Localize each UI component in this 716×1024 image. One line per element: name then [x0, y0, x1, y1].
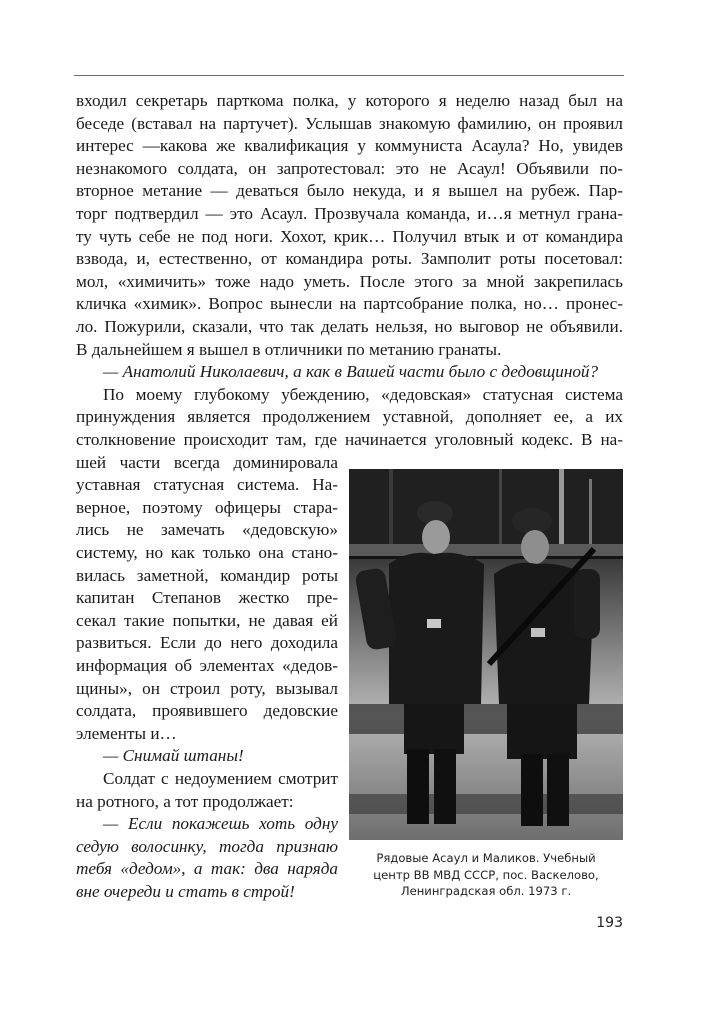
text-line: интерес —какова же квалификация у коммуниста Асаула? Но, увидев: [76, 136, 623, 156]
text-line: шей части всегда доминировала: [76, 452, 338, 472]
text-line: взвода, и, естественно, от командира роты. Замполит роты посетовал:: [76, 249, 623, 269]
header-rule: [74, 75, 624, 76]
text-line: незнакомого солдата, он запротестовал: это не Асаул! Объявили по-: [76, 158, 623, 178]
text-line: ту чуть себе не под ноги. Хохот, крик… Получил втык и от командира: [76, 226, 623, 246]
text-line: солдата, проявившего дедовские: [76, 701, 338, 721]
photo-caption: [352, 850, 620, 900]
text-line: систему, но как только она стано-: [76, 543, 338, 562]
text-line: капитан Степанов жестко пре-: [76, 588, 338, 608]
text-line: кличка «химик». Вопрос вынесли на партсобрание полка, но… пронес-: [76, 294, 623, 314]
text-line: мол, «химичить» тоже надо уметь. После этого за мной закрепилась: [76, 271, 623, 291]
quote-line: — Если покажешь хоть одну: [103, 814, 338, 834]
caption-line: центр ВВ МВД СССР, пос. Васкелово,: [373, 867, 599, 882]
text-line: беседе (вставал на партучет). Услышав знакомую фамилию, он проявил: [76, 113, 623, 133]
caption-line: Рядовые Асаул и Маликов. Учебный: [376, 851, 596, 865]
text-line: вилась заметной, командир роты: [76, 565, 338, 585]
text-line: По моему глубокому убеждению, «дедовская» статусная система: [103, 384, 623, 404]
text-line: секал такие попытки, не давая ей: [76, 610, 338, 630]
text-line: принуждения является продолжением уставной, дополняет ее, а их: [76, 407, 623, 427]
page-number: 193: [596, 915, 623, 931]
text-line: на ротного, а тот продолжает:: [76, 791, 294, 811]
interview-question: — Анатолий Николаевич, а как в Вашей части было с дедовщиной?: [103, 362, 599, 382]
caption-line: Ленинградская обл. 1973 г.: [400, 884, 572, 898]
quote-line: вне очереди и стать в строй!: [76, 882, 295, 901]
quote-line: тебя «дедом», а так: два наряда: [76, 859, 338, 879]
text-line: входил секретарь парткома полка, у которого я неделю назад был на: [76, 91, 623, 110]
text-line: торг подтвердил — это Асаул. Прозвучала команда, и…я метнул грана-: [76, 204, 623, 223]
text-line: Солдат с недоумением смотрит: [103, 769, 338, 788]
text-line: элементы и…: [76, 723, 177, 743]
text-line: информация об элементах «дедов-: [76, 656, 338, 675]
text-line: вторное метание — деваться было некуда, и я вышел на рубеж. Пар-: [76, 181, 623, 201]
text-line: лись не замечать «дедовскую»: [76, 520, 338, 540]
text-line: уставная статусная система. На-: [76, 475, 338, 495]
text-line: В дальнейшем я вышел в отличники по метанию гранаты.: [76, 339, 502, 359]
text-line: развиться. Если до него доходила: [76, 633, 338, 653]
quote-line: — Снимай штаны!: [103, 746, 244, 766]
photo-soldiers: [349, 469, 623, 840]
text-line: ло. Пожурили, сказали, что так делать нельзя, но выговор не объявили.: [76, 317, 623, 336]
quote-line: седую волосинку, тогда признаю: [76, 836, 338, 856]
text-line: щины», он строил роту, вызывал: [76, 678, 338, 698]
text-line: столкновение происходит там, где начинается уголовный кодекс. В на-: [76, 430, 623, 449]
text-line: верное, поэтому офицеры стара-: [76, 497, 338, 517]
